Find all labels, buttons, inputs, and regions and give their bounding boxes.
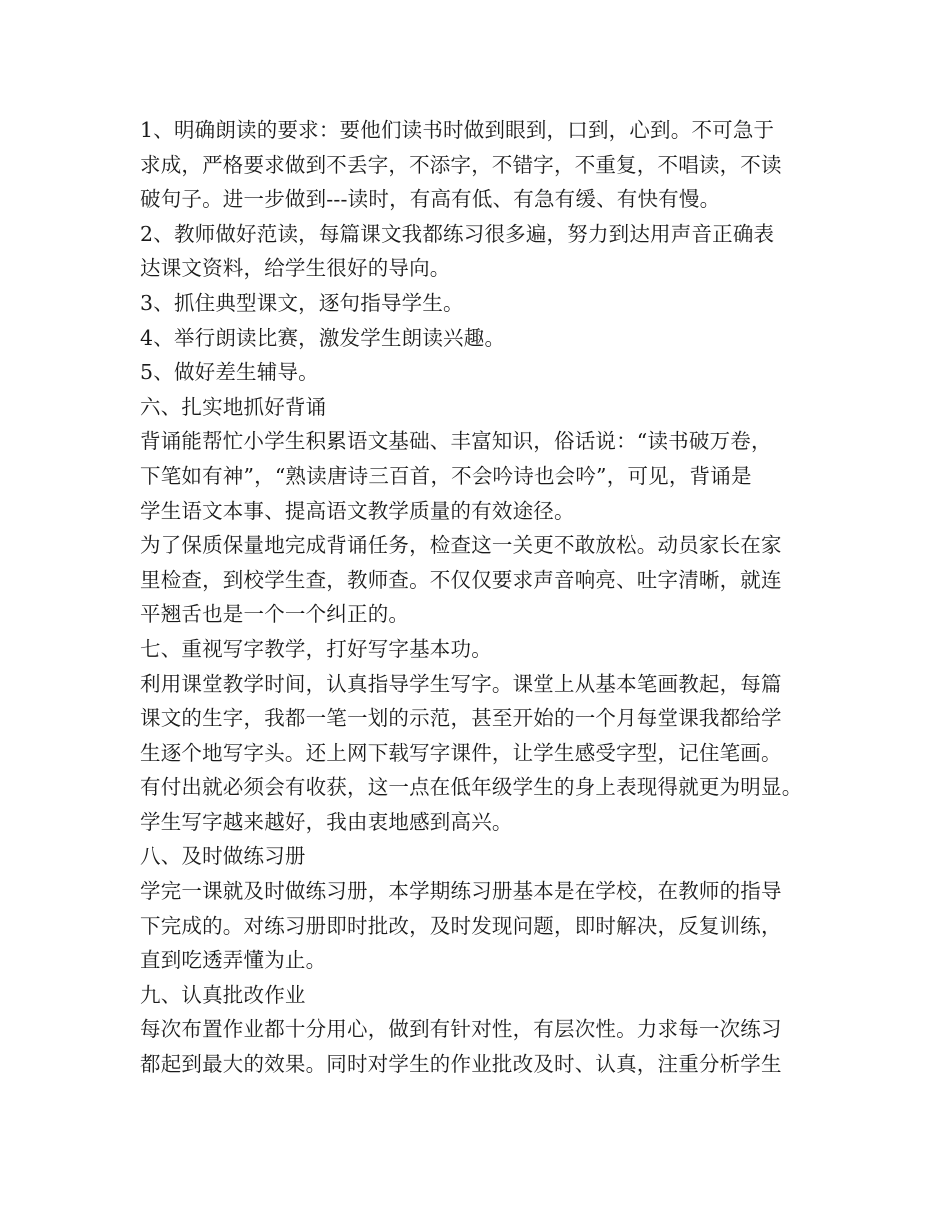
text-line: 求成，严格要求做到不丢字，不添字，不错字，不重复，不唱读，不读	[140, 152, 782, 177]
section-heading: 六、扎实地抓好背诵	[140, 394, 327, 419]
text-line: 4、举行朗读比赛，激发学生朗读兴趣。	[140, 325, 506, 350]
section-heading: 九、认真批改作业	[140, 982, 306, 1007]
text-line: 有付出就必须会有收获，这一点在低年级学生的身上表现得就更为明显。	[140, 775, 803, 800]
text-line: 学完一课就及时做练习册，本学期练习册基本是在学校，在教师的指导	[140, 879, 782, 904]
text-line: 5、做好差生辅导。	[140, 360, 319, 385]
text-line: 破句子。进一步做到---读时，有高有低、有急有缓、有快有慢。	[140, 187, 721, 212]
section-heading: 八、及时做练习册	[140, 844, 306, 869]
section-heading: 七、重视写字教学，打好写字基本功。	[140, 636, 492, 661]
text-line: 1、明确朗读的要求：要他们读书时做到眼到，口到，心到。不可急于	[140, 118, 775, 142]
text-line: 为了保质保量地完成背诵任务，检查这一关更不敢放松。动员家长在家	[140, 533, 782, 558]
document-body	[140, 113, 840, 1082]
text-line: 课文的生字，我都一笔一划的示范，甚至开始的一个月每堂课我都给学	[140, 706, 782, 731]
text-line: 都起到最大的效果。同时对学生的作业批改及时、认真，注重分析学生	[140, 1052, 782, 1077]
text-line: 直到吃透弄懂为止。	[140, 948, 327, 973]
text-line: 平翘舌也是一个一个纠正的。	[140, 602, 410, 627]
text-line: 利用课堂教学时间，认真指导学生写字。课堂上从基本笔画教起，每篇	[140, 671, 782, 696]
text-line: 达课文资料，给学生很好的导向。	[140, 256, 451, 281]
text-line: 3、抓住典型课文，逐句指导学生。	[140, 290, 464, 315]
text-line: 2、教师做好范读，每篇课文我都练习很多遍，努力到达用声音正确表	[140, 221, 775, 246]
text-line: 生逐个地写字头。还上网下载写字课件，让学生感受字型，记住笔画。	[140, 740, 782, 765]
text-line: 下完成的。对练习册即时批改，及时发现问题，即时解决，反复训练，	[140, 913, 782, 938]
text-line: 学生写字越来越好，我由衷地感到高兴。	[140, 809, 513, 834]
text-line: 背诵能帮忙小学生积累语文基础、丰富知识，俗话说：“读书破万卷，	[140, 429, 772, 454]
text-line: 学生语文本事、提高语文教学质量的有效途径。	[140, 498, 575, 523]
text-line: 里检查，到校学生查，教师查。不仅仅要求声音响亮、吐字清晰，就连	[140, 567, 782, 592]
text-line: 每次布置作业都十分用心，做到有针对性，有层次性。力求每一次练习	[140, 1017, 782, 1042]
text-line: 下笔如有神”，“熟读唐诗三百首，不会吟诗也会吟”，可见，背诵是	[140, 463, 752, 488]
